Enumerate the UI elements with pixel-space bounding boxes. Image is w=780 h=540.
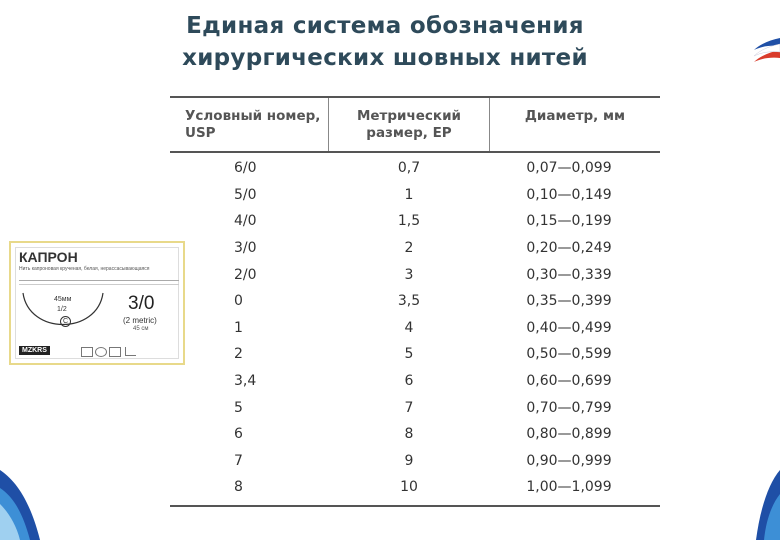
- cell-metric: 9: [404, 452, 414, 469]
- cell-diameter: 0,15—0,199: [526, 213, 612, 230]
- cell-usp: 5/0: [234, 186, 257, 203]
- cell-usp: 3/0: [234, 240, 257, 257]
- cell-metric: 7: [404, 399, 414, 416]
- logo-swoosh-icon: [752, 30, 780, 80]
- expiry-icon: [125, 347, 136, 356]
- header-usp: [170, 98, 328, 151]
- table-row: [170, 182, 660, 209]
- table-header: [170, 98, 660, 151]
- title-line-1: Единая система обозначения: [186, 13, 584, 39]
- package-thread-length: 45 см: [133, 326, 149, 332]
- table-row: [170, 155, 660, 182]
- title-line-2: хирургических шовных нитей: [182, 45, 588, 71]
- package-subtitle: Нить капроновая крученая, белая, нерассасывающаяся: [19, 266, 150, 272]
- table-row: [170, 288, 660, 315]
- table-row: [170, 394, 660, 421]
- cell-metric: 8: [404, 426, 414, 443]
- table-row: [170, 261, 660, 288]
- needle-curve: 1/2: [57, 306, 67, 313]
- needle-length: 45мм: [54, 296, 72, 303]
- cell-usp: 4/0: [234, 213, 257, 230]
- header-metric-line-1: Метрический: [356, 108, 462, 124]
- header-diameter: [490, 98, 660, 151]
- cell-metric: 10: [400, 479, 418, 496]
- sterile-icon: [81, 347, 93, 357]
- suture-size-table: [170, 96, 660, 507]
- table-body: [170, 153, 660, 505]
- needle-code-icon: C: [60, 316, 71, 327]
- table-row: [170, 315, 660, 342]
- cell-usp: 2/0: [234, 266, 257, 283]
- cell-usp: 6: [234, 426, 243, 443]
- suture-package-image: [9, 241, 185, 365]
- package-brand-logo: MZKRS: [19, 346, 50, 355]
- cell-metric: 2: [404, 240, 414, 257]
- table-row: [170, 448, 660, 475]
- cell-metric: 1,5: [397, 213, 421, 230]
- header-usp-line-2: USP: [185, 125, 216, 141]
- cell-diameter: 0,10—0,149: [526, 186, 612, 203]
- package-divider: [19, 280, 179, 281]
- table-row: [170, 235, 660, 262]
- cell-usp: 2: [234, 346, 243, 363]
- lot-icon: [109, 347, 121, 357]
- cell-usp: 7: [234, 452, 243, 469]
- table-bottom-border: [170, 505, 660, 507]
- cell-metric: 6: [404, 373, 414, 390]
- cell-diameter: 0,70—0,799: [526, 399, 612, 416]
- right-wave-decoration-icon: [752, 470, 780, 540]
- cell-diameter: 0,40—0,499: [526, 319, 612, 336]
- cell-metric: 4: [404, 319, 414, 336]
- header-diameter-line-1: Диаметр, мм: [524, 108, 626, 124]
- cell-diameter: 0,60—0,699: [526, 373, 612, 390]
- cell-metric: 3,5: [397, 293, 421, 310]
- page-title: [150, 10, 620, 74]
- cell-usp: 1: [234, 319, 243, 336]
- cell-diameter: 0,90—0,999: [526, 452, 612, 469]
- cell-metric: 5: [404, 346, 414, 363]
- cell-metric: 0,7: [397, 160, 421, 177]
- cell-diameter: 1,00—1,099: [526, 479, 612, 496]
- header-metric: [328, 98, 490, 151]
- package-metric-size: (2 metric): [123, 316, 157, 325]
- curved-needle-icon: [19, 283, 109, 343]
- table-row: [170, 474, 660, 501]
- cell-diameter: 0,30—0,339: [526, 266, 612, 283]
- cell-usp: 8: [234, 479, 243, 496]
- cell-metric: 3: [404, 266, 414, 283]
- cell-diameter: 0,80—0,899: [526, 426, 612, 443]
- cell-diameter: 0,07—0,099: [526, 160, 612, 177]
- cell-diameter: 0,35—0,399: [526, 293, 612, 310]
- cell-metric: 1: [404, 186, 414, 203]
- cell-usp: 3,4: [234, 373, 257, 390]
- cell-diameter: 0,50—0,599: [526, 346, 612, 363]
- header-metric-line-2: размер, ЕР: [366, 125, 452, 141]
- cell-usp: 5: [234, 399, 243, 416]
- table-row: [170, 421, 660, 448]
- cell-diameter: 0,20—0,249: [526, 240, 612, 257]
- single-use-icon: [95, 347, 107, 357]
- cell-usp: 6/0: [234, 160, 257, 177]
- cell-usp: 0: [234, 293, 243, 310]
- table-row: [170, 208, 660, 235]
- table-row: [170, 368, 660, 395]
- package-usp-size: 3/0: [128, 293, 155, 314]
- package-title: КАПРОН: [19, 249, 78, 265]
- header-usp-line-1: Условный номер,: [185, 108, 321, 124]
- table-row: [170, 341, 660, 368]
- left-wave-decoration-icon: [0, 470, 40, 540]
